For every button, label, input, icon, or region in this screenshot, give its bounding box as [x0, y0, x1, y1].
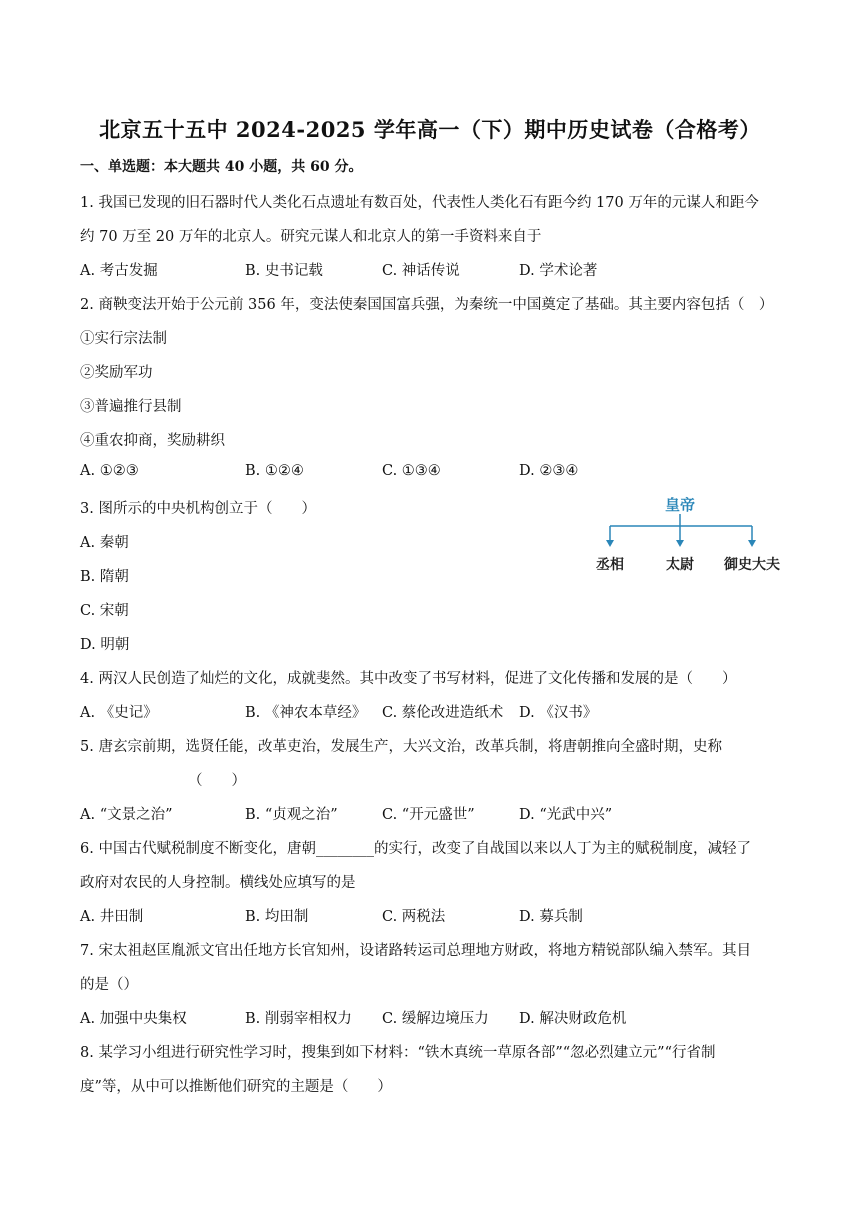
question-7-option-b: B. 削弱宰相权力 — [245, 1011, 352, 1027]
question-4-option-b: B. 《神农本草经》 — [245, 705, 367, 721]
question-4-option-c: C. 蔡伦改进造纸术 — [382, 705, 504, 721]
question-3-option-c: C. 宋朝 — [80, 603, 129, 619]
diagram-arrow-right — [748, 540, 756, 547]
question-1-line-1: 1. 我国已发现的旧石器时代人类化石点遗址有数百处，代表性人类化石有距今约 170 万年的元谋人和距今 — [80, 195, 759, 211]
question-7-option-a: A. 加强中央集权 — [80, 1011, 187, 1027]
diagram-taiwei-label: 太尉 — [666, 557, 694, 573]
question-1-option-a: A. 考古发掘 — [80, 263, 158, 279]
question-8-line-2: 度”等，从中可以推断他们研究的主题是（ ） — [80, 1079, 392, 1095]
question-2-item-3: ③普遍推行县制 — [80, 399, 182, 415]
question-6-line-2: 政府对农民的人身控制。横线处应填写的是 — [80, 875, 356, 891]
question-3-line-1: 3. 图所示的中央机构创立于（ ） — [80, 501, 316, 517]
question-8-line-1: 8. 某学习小组进行研究性学习时，搜集到如下材料：“铁木真统一草原各部”“忽必烈建立元”“行省制 — [80, 1045, 716, 1061]
question-5-option-b: B. “贞观之治” — [245, 807, 338, 823]
question-3-option-b: B. 隋朝 — [80, 569, 129, 585]
question-2-option-b: B. ①②④ — [245, 463, 304, 479]
question-2-option-a: A. ①②③ — [80, 463, 139, 479]
central-government-diagram — [592, 490, 792, 580]
question-1-line-2: 约 70 万至 20 万年的北京人。研究元谋人和北京人的第一手资料来自于 — [80, 229, 542, 245]
question-7-line-1: 7. 宋太祖赵匡胤派文官出任地方长官知州，设诸路转运司总理地方财政，将地方精锐部队编入禁军。其目 — [80, 943, 751, 959]
question-5-line-2: （ ） — [188, 773, 246, 789]
question-6-line-1: 6. 中国古代赋税制度不断变化，唐朝________的实行，改变了自战国以来以人丁为主的赋税制度，减轻了 — [80, 841, 751, 857]
question-5-option-d: D. “光武中兴” — [519, 807, 613, 823]
diagram-arrow-left — [606, 540, 614, 547]
question-4-line-1: 4. 两汉人民创造了灿烂的文化，成就斐然。其中改变了书写材料，促进了文化传播和发展的是（ ） — [80, 671, 737, 687]
question-1-option-d: D. 学术论著 — [519, 263, 598, 279]
question-5-line-1: 5. 唐玄宗前期，选贤任能，改革吏治，发展生产，大兴文治，改革兵制，将唐朝推向全盛时期，史称 — [80, 739, 722, 755]
question-2-item-2: ②奖励军功 — [80, 365, 153, 381]
question-3-option-a: A. 秦朝 — [80, 535, 129, 551]
question-7-option-d: D. 解决财政危机 — [519, 1011, 627, 1027]
question-1-option-c: C. 神话传说 — [382, 263, 460, 279]
question-4-option-a: A. 《史记》 — [80, 705, 158, 721]
question-4-option-d: D. 《汉书》 — [519, 705, 598, 721]
question-2-item-1: ①实行宗法制 — [80, 331, 167, 347]
diagram-chancellor-label: 丞相 — [596, 557, 624, 573]
diagram-arrow-middle — [676, 540, 684, 547]
question-6-option-b: B. 均田制 — [245, 909, 309, 925]
question-6-option-d: D. 募兵制 — [519, 909, 583, 925]
question-1-option-b: B. 史书记载 — [245, 263, 323, 279]
section-heading: 一、单选题：本大题共 40 小题，共 60 分。 — [80, 159, 363, 175]
question-5-option-a: A. “文景之治” — [80, 807, 173, 823]
diagram-censor-label: 御史大夫 — [724, 557, 780, 573]
diagram-emperor-label: 皇帝 — [664, 496, 696, 514]
question-3-option-d: D. 明朝 — [80, 637, 130, 653]
exam-title: 北京五十五中 2024-2025 学年高一（下）期中历史试卷（合格考） — [99, 117, 761, 142]
question-7-line-2: 的是（） — [80, 977, 138, 993]
question-6-option-c: C. 两税法 — [382, 909, 446, 925]
question-5-option-c: C. “开元盛世” — [382, 807, 475, 823]
question-6-option-a: A. 井田制 — [80, 909, 144, 925]
question-2-line-1: 2. 商鞅变法开始于公元前 356 年，变法使秦国国富兵强，为秦统一中国奠定了基础。其主要内容包括（ ） — [80, 297, 774, 313]
question-2-item-4: ④重农抑商，奖励耕织 — [80, 433, 225, 449]
question-2-option-d: D. ②③④ — [519, 463, 579, 479]
question-7-option-c: C. 缓解边境压力 — [382, 1011, 489, 1027]
question-2-option-c: C. ①③④ — [382, 463, 441, 479]
